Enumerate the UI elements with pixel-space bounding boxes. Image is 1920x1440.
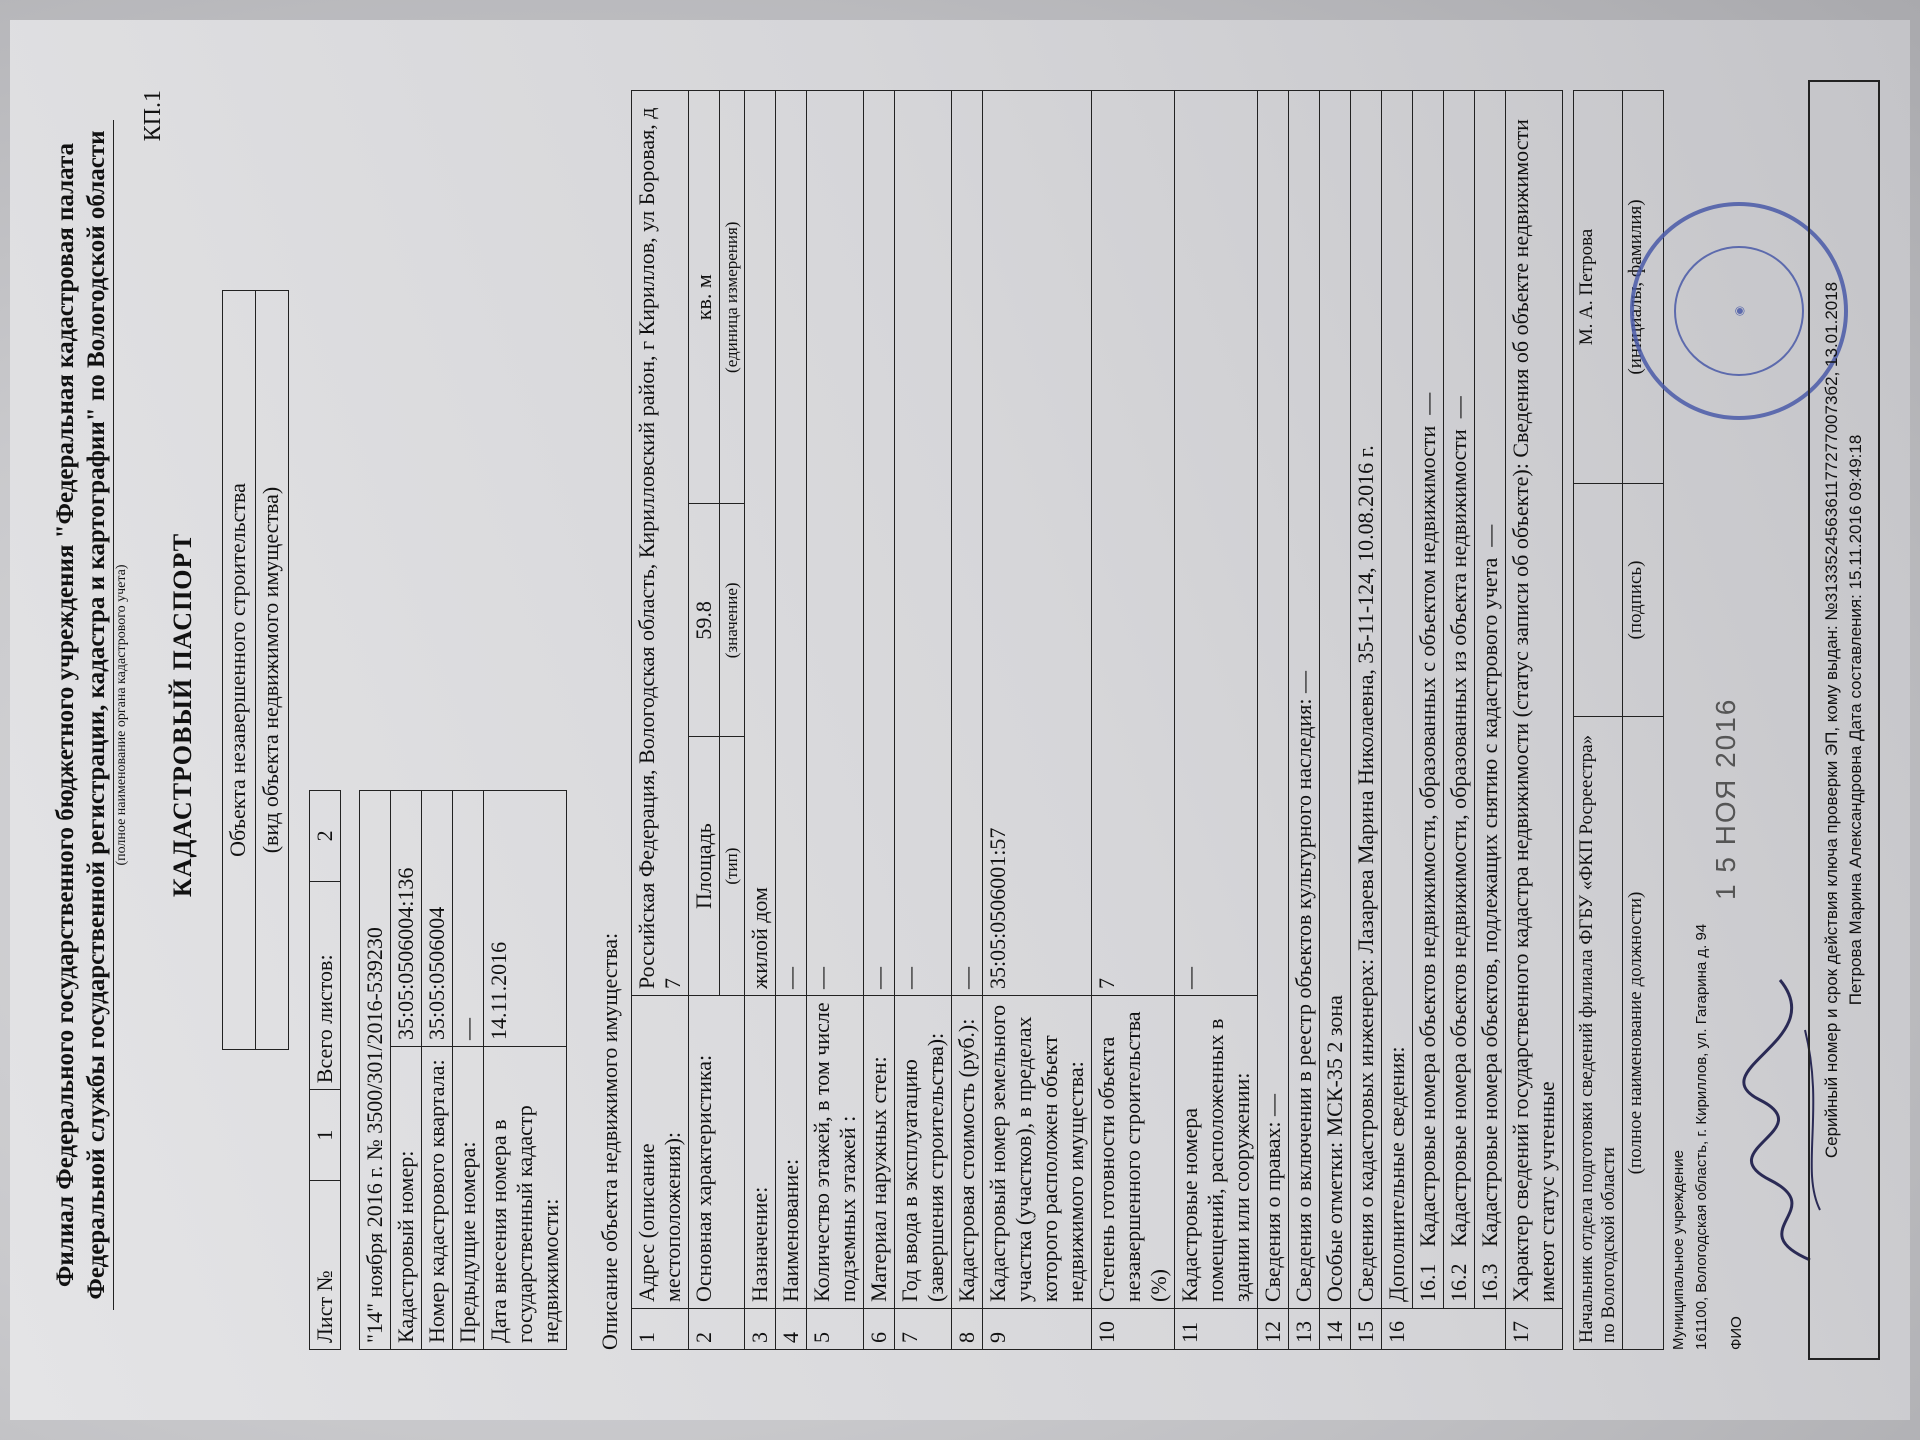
- row-number: 6: [863, 1309, 894, 1350]
- row-label: Кадастровые номера помещений, расположенных в здании или сооружении:: [1174, 996, 1257, 1309]
- main-char-unit: кв. м: [688, 91, 719, 504]
- signer-signature-cell: [1573, 484, 1622, 717]
- table-row: [1257, 91, 1288, 1350]
- reg-label: Предыдущие номера:: [452, 1047, 483, 1350]
- sub-row-value: —: [1445, 396, 1471, 419]
- digital-signature-box: [1808, 80, 1880, 1360]
- round-seal-inner: ◉: [1674, 246, 1804, 376]
- reg-value: 35:05:0506004: [421, 791, 452, 1047]
- row-value: —: [951, 91, 982, 996]
- table-row: [1474, 91, 1505, 1350]
- row-number: 7: [894, 1309, 951, 1350]
- sub-row: [1443, 91, 1474, 1309]
- row-number: 17: [1505, 1309, 1562, 1350]
- signer-position: Начальник отдела подготовки сведений филиала ФГБУ «ФКП Росреестра» по Вологодской области: [1573, 717, 1622, 1350]
- row-number: 12: [1257, 1309, 1288, 1350]
- serial-line-2: Петрова Марина Александровна Дата составления: 15.11.2016 09:49:18: [1846, 434, 1866, 1006]
- row-number: 8: [951, 1309, 982, 1350]
- form-code: КП.1: [140, 90, 166, 142]
- row-number: 16: [1381, 1309, 1505, 1350]
- row-number: 5: [806, 1309, 863, 1350]
- sub-row-value: —: [1414, 392, 1440, 415]
- cadastral-passport-sheet: [10, 20, 1910, 1420]
- table-row: [1319, 91, 1350, 1350]
- row-number: 11: [1174, 1309, 1257, 1350]
- table-row: [1443, 91, 1474, 1350]
- sub-row: [1474, 91, 1505, 1309]
- row-number: 9: [982, 1309, 1091, 1350]
- row-value: 35:05:0506001:57: [982, 91, 1091, 996]
- issuer-header: [50, 80, 114, 1350]
- row-label: Кадастровая стоимость (руб.):: [951, 996, 982, 1309]
- row-number: 13: [1288, 1309, 1319, 1350]
- row-value: —: [1174, 91, 1257, 996]
- object-kind-table: [222, 290, 289, 1050]
- row-number: 15: [1350, 1309, 1381, 1350]
- name-caption: (инициалы, фамилия): [1622, 91, 1663, 484]
- table-row: [982, 91, 1091, 1350]
- row-label: Год ввода в эксплуатацию (завершения строительства):: [894, 996, 951, 1309]
- reg-value: 14.11.2016: [483, 791, 566, 1047]
- table-row: [1381, 91, 1412, 1350]
- type-caption: (тип): [719, 737, 744, 996]
- row-label: Наименование:: [775, 996, 806, 1309]
- sheet-total: 2: [309, 791, 340, 882]
- sub-row: [1412, 91, 1443, 1309]
- fio-label: ФИО: [1727, 1316, 1745, 1350]
- table-row: [1288, 91, 1319, 1350]
- object-kind-value: Объекта незавершенного строительства: [222, 291, 255, 1050]
- sub-row-text: Кадастровые номера объектов недвижимости, образованных из объекта недвижимости: [1445, 429, 1471, 1247]
- row-text: Особые отметки: МСК-35 2 зона: [1319, 91, 1350, 1309]
- object-description-table: [631, 90, 1563, 1350]
- sub-row-number: 16.3: [1476, 1263, 1502, 1302]
- row-value: —: [894, 91, 951, 996]
- description-title: Описание объекта недвижимого имущества:: [596, 932, 622, 1350]
- row-label: Назначение:: [744, 996, 775, 1309]
- row-number: 10: [1091, 1309, 1174, 1350]
- sign-caption: (подпись): [1622, 484, 1663, 717]
- table-row: [894, 91, 951, 1350]
- table-row: [775, 91, 806, 1350]
- sheet-number-table: [309, 790, 341, 1350]
- table-row: [1412, 91, 1443, 1350]
- signer-name: М. А. Петрова: [1573, 91, 1622, 484]
- sub-row-number: 16.1: [1414, 1263, 1440, 1302]
- row-number: 2: [688, 1309, 744, 1350]
- row-label: Количество этажей, в том числе подземных этажей :: [806, 996, 863, 1309]
- table-row: [688, 91, 719, 1350]
- document-title: КАДАСТРОВЫЙ ПАСПОРТ: [167, 532, 197, 898]
- reg-label: Кадастровый номер:: [390, 1047, 421, 1350]
- sub-row-text: Кадастровые номера объектов, подлежащих снятию с кадастрового учета: [1476, 557, 1502, 1247]
- issuer-caption: (полное наименование органа кадастрового учета): [113, 564, 129, 866]
- sub-row-value: —: [1476, 524, 1502, 547]
- reg-label: Номер кадастрового квартала:: [421, 1047, 452, 1350]
- issuer-line-2: Федеральной службы государственной регистрации, кадастра и картографии" по Вологодской области: [81, 120, 113, 1310]
- position-caption: (полное наименование должности): [1622, 717, 1663, 1350]
- sheet-label: Лист №: [309, 1180, 340, 1349]
- value-caption: (значение): [719, 504, 744, 737]
- table-row: [1350, 91, 1381, 1350]
- row-value: —: [806, 91, 863, 996]
- table-row: [744, 91, 775, 1350]
- stamp-address: 161100, Вологодская область, г. Кириллов, ул. Гагарина д. 94: [1692, 923, 1710, 1350]
- sub-row-text: Кадастровые номера объектов недвижимости, образованных с объектом недвижимости: [1414, 425, 1440, 1247]
- registration-table: [359, 790, 567, 1350]
- row-value: жилой дом: [744, 91, 775, 996]
- date-stamp: 1 5 НОЯ 2016: [1710, 697, 1741, 900]
- row-text: Сведения о кадастровых инженерах: Лазарева Марина Николаевна, 35-11-124, 10.08.2016 г.: [1350, 91, 1381, 1309]
- row-label: Материал наружных стен:: [863, 996, 894, 1309]
- registration-date-number: "14" ноября 2016 г. № 3500/301/2016-539230: [359, 791, 390, 1350]
- row-text: Сведения о правах: —: [1257, 91, 1288, 1309]
- table-row: [1505, 91, 1562, 1350]
- row-label: Кадастровый номер земельного участка (участков), в пределах которого расположен объект недвижимого имущества:: [982, 996, 1091, 1309]
- row-text: Характер сведений государственного кадастра недвижимости (статус записи об объекте): Сведения об объекте недвижимости имеют статус учтенные: [1505, 91, 1562, 1309]
- table-row: [1091, 91, 1174, 1350]
- table-row: [863, 91, 894, 1350]
- row-label: Адрес (описание местоположения):: [631, 996, 688, 1309]
- main-char-type: Площадь: [688, 737, 719, 996]
- reg-label: Дата внесения номера в государственный кадастр недвижимости:: [483, 1047, 566, 1350]
- row-label: Основная характеристика:: [688, 996, 744, 1309]
- table-row: [806, 91, 863, 1350]
- row-text: Сведения о включении в реестр объектов культурного наследия: —: [1288, 91, 1319, 1309]
- row-value: —: [863, 91, 894, 996]
- reg-value: —: [452, 791, 483, 1047]
- reg-value: 35:05:0506004:136: [390, 791, 421, 1047]
- sheet-total-label: Всего листов:: [309, 881, 340, 1090]
- row-number: 4: [775, 1309, 806, 1350]
- row-value: 7: [1091, 91, 1174, 996]
- serial-line-1: Серийный номер и срок действия ключа проверки ЭП, кому выдан: №3133524563611772770073б2, 13.01.2018: [1822, 281, 1842, 1159]
- sub-row-number: 16.2: [1445, 1263, 1471, 1302]
- row-number: 3: [744, 1309, 775, 1350]
- table-row: [631, 91, 688, 1350]
- table-row: [951, 91, 982, 1350]
- row-number: 1: [631, 1309, 688, 1350]
- row-value: Российская Федерация, Вологодская область, Кирилловский район, г Кириллов, ул Боровая, д 7: [631, 91, 688, 996]
- issuer-line-1: Филиал Федерального государственного бюджетного учреждения "Федеральная кадастровая палата: [52, 142, 79, 1288]
- table-row: [1174, 91, 1257, 1350]
- row-label: Степень готовности объекта незавершенного строительства (%): [1091, 996, 1174, 1309]
- row-number: 14: [1319, 1309, 1350, 1350]
- main-char-value: 59.8: [688, 504, 719, 737]
- object-kind-caption: (вид объекта недвижимого имущества): [255, 291, 288, 1050]
- row-value: —: [775, 91, 806, 996]
- row-text: Дополнительные сведения:: [1381, 91, 1412, 1309]
- sheet-number: 1: [309, 1090, 340, 1181]
- unit-caption: (единица измерения): [719, 91, 744, 504]
- stamp-org-label: Муниципальное учреждение: [1669, 1150, 1687, 1350]
